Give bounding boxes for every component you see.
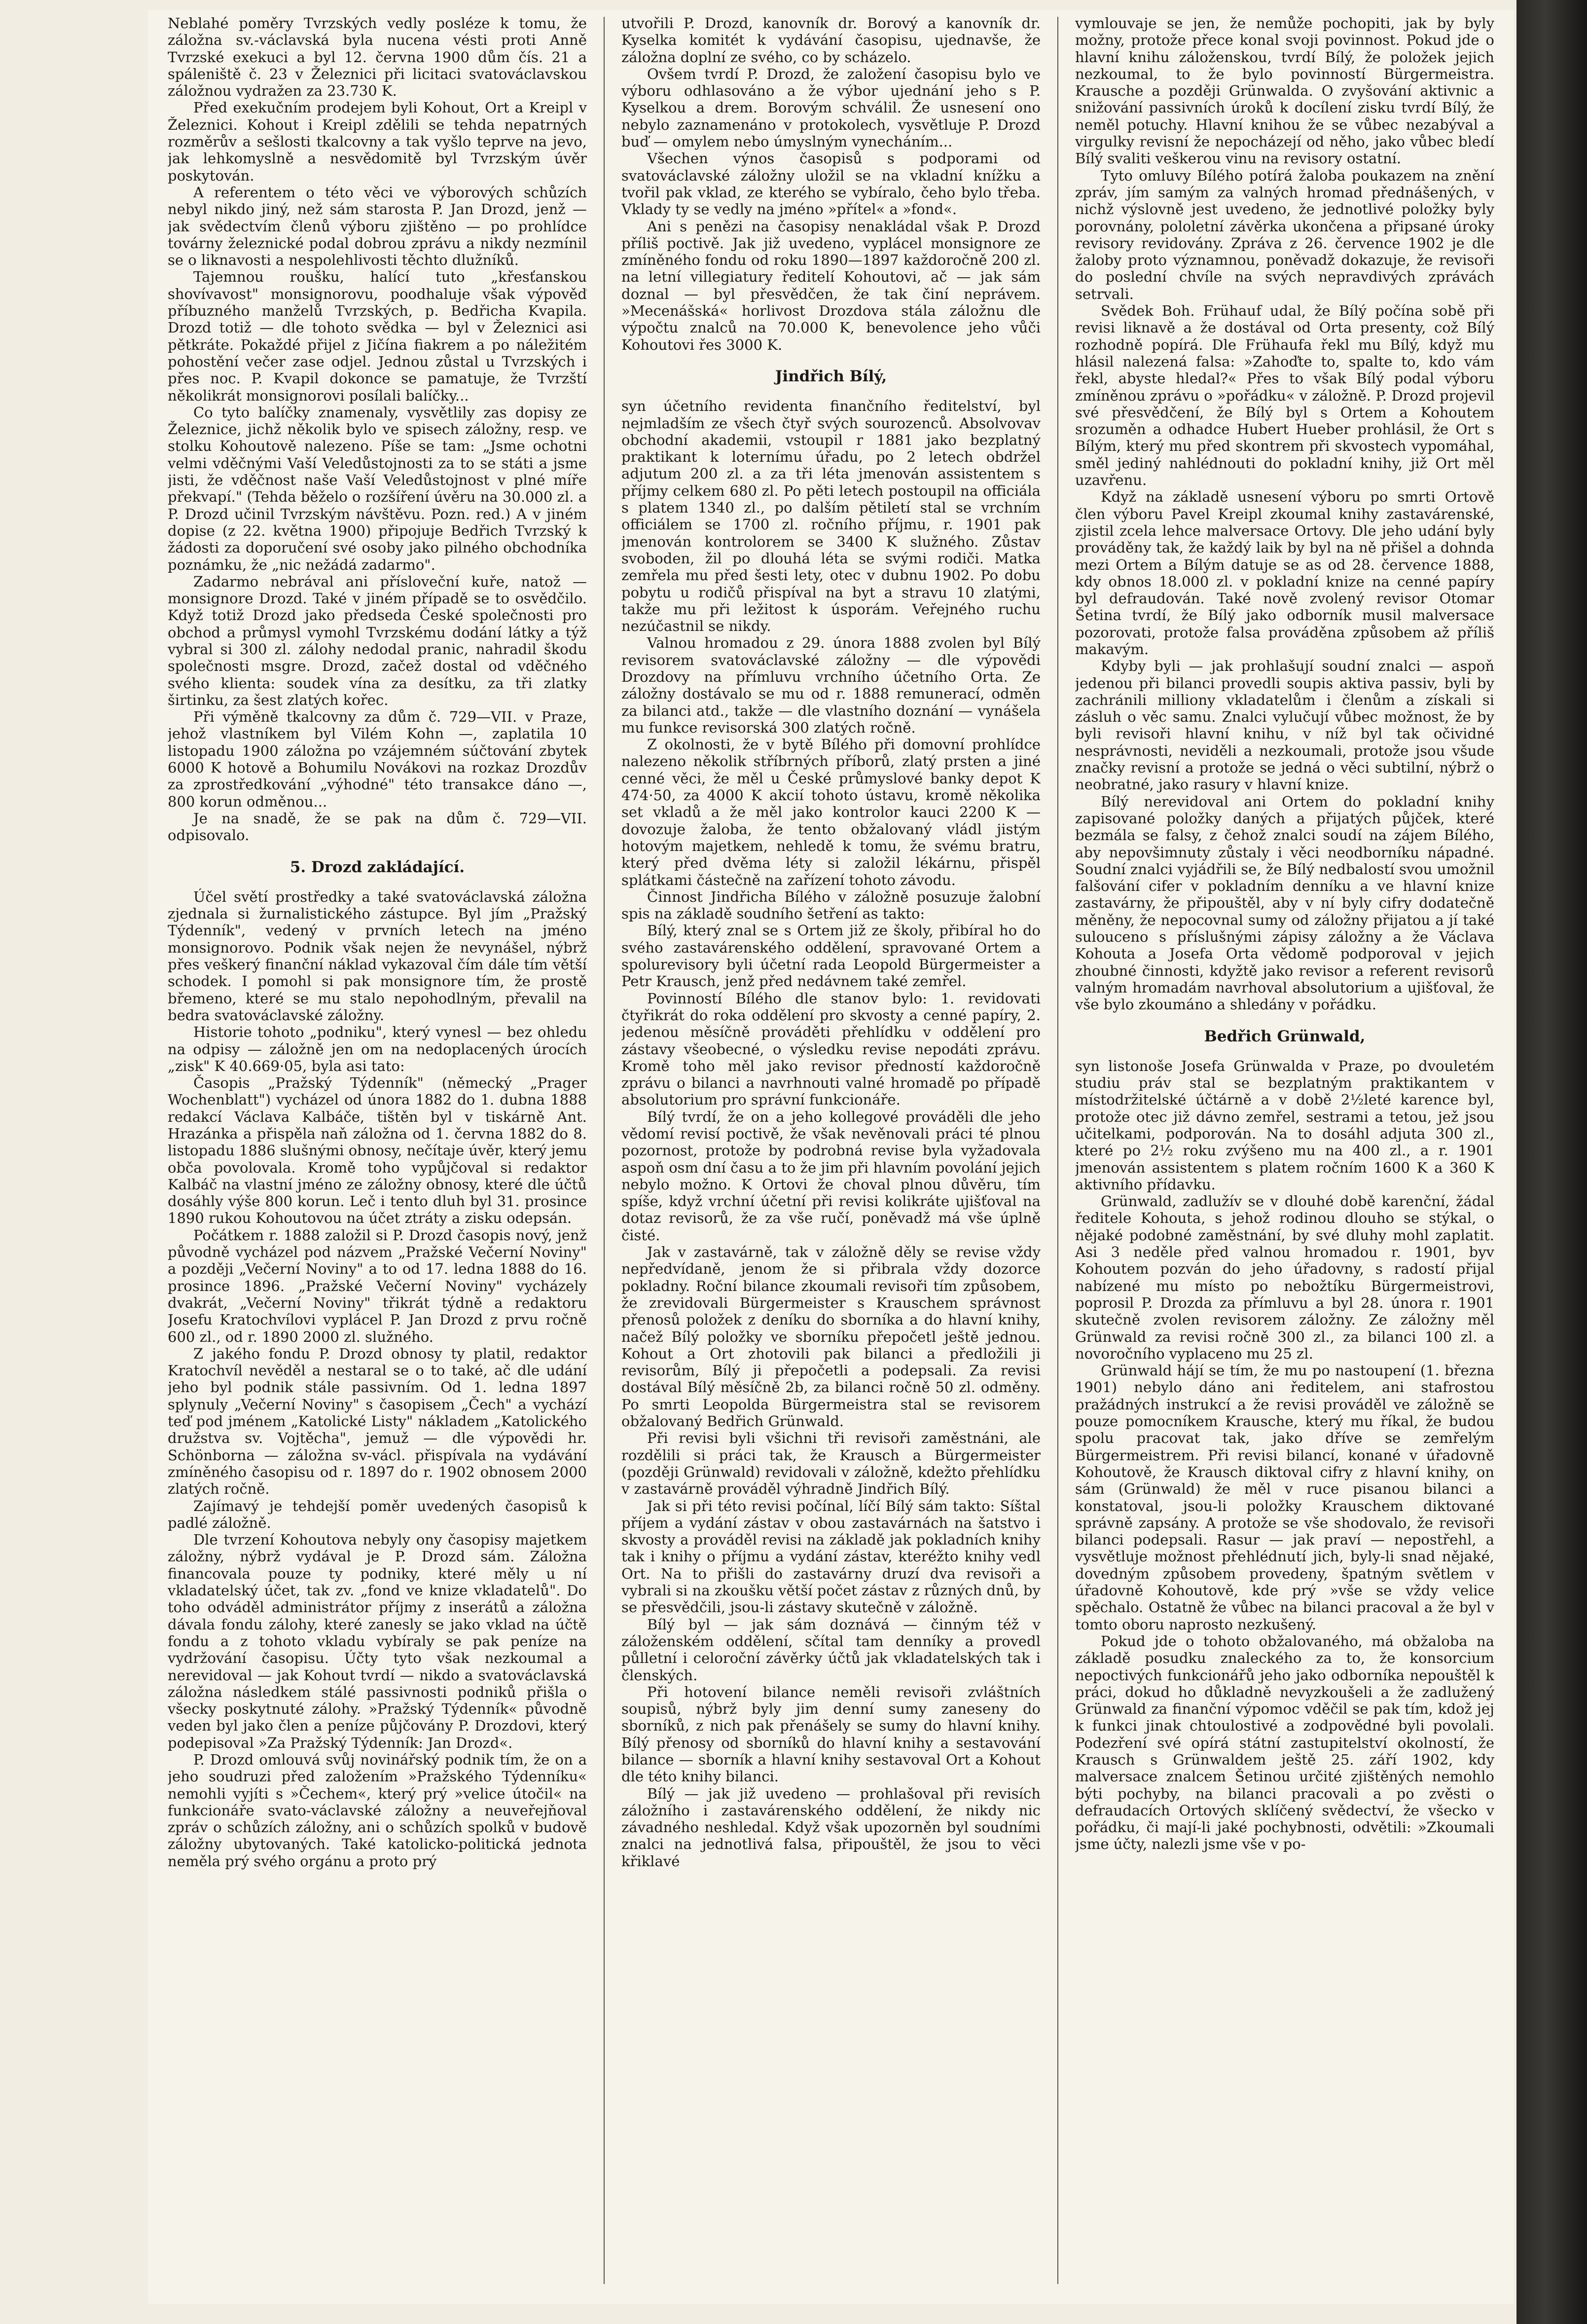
paragraph: A referentem o této věci ve výborových schůzích nebyl nikdo jiný, než sám starosta P. Jan Drozd, jenž — jak svědectvím členů výboru zjištěno — po prohlídce továrny železnické podal dobrou zprávu a nikdy nezmínil se o liknavosti a nespolehlivosti těchto dlužníků. [168,184,587,269]
paragraph: Jak v zastavárně, tak v záložně děly se revise vždy nepředvídaně, jenom že si přibrala vždy dozorce pokladny. Roční bilance zkoumali revisoři tím způsobem, že zrevidovali Bürgermeister s Krauschem správnost přenosů položek z deníku do sborníka a do hlavní knihy, načež Bílý položky ve sborníku přepočetl ještě jednou. Kohout a Ort zhotovili pak bilanci a předložili ji revisorům, Bílý ji přepočetli a podepsali. Za revisi dostával Bílý měsíčně 2b, za bilanci ročně 50 zl. odměny. Po smrti Leopolda Bürgermeistra stal se revisorem obžalovaný Bedřich Grünwald. [621,1244,1041,1430]
paragraph: Kdyby byli — jak prohlašují soudní znalci — aspoň jedenou při bilanci provedli soupis aktiva passiv, byli by zachránili milliony vkladatelům i členům a získali si zásluh o věc samu. Znalci vylučují vůbec možnost, že by byli revisoři hlavní knihu, v níž byl tak očividné nesprávnosti, neviděli a nezkoumali, protože jsou všude značky revisní a protože se jedná o věci subtilní, nýbrž o neobratné, jako rasury v hlavní knize. [1075,658,1494,793]
column-right [1075,15,1494,2284]
column-rule [1057,17,1058,2284]
paragraph: Při revisi byli všichni tři revisoři zaměstnáni, ale rozdělili si práci tak, že Krausch a Bürgermeister (později Grünwald) revidovali v záložně, kdežto přehlídku v zastavárně prováděl výhradně Jindřich Bílý. [621,1430,1041,1498]
paragraph: Při výměně tkalcovny za dům č. 729—VII. v Praze, jehož vlastníkem byl Vilém Kohn —, zaplatila 10 listopadu 1900 záložna po vzájemném súčtování zbytek 6000 K hotově a Bohumilu Novákovi na rozkaz Drozdův za zprostředkování „výhodné" této transakce dáno —, 800 korun odměnou... [168,708,587,810]
paragraph: Bílý tvrdí, že on a jeho kollegové prováděli dle jeho vědomí revisí poctivě, že však nevěnovali práci té plnou pozornost, protože by podrobná revise byla vyžadovala aspoň osm dní času a to že jim při hlavním povolání jejich nebylo možno. K Ortovi že choval plnou důvěru, tím spíše, když vrchní účetní při revisi kolikráte ujišťoval na dotaz revisorů, že za vše ručí, poněvadž má vše úplně čisté. [621,1108,1041,1244]
paragraph: Povinností Bílého dle stanov bylo: 1. revidovati čtyřikrát do roka oddělení pro skvosty a cenné papíry, 2. jedenou měsíčně prováděti přehlídku v oddělení pro zástavy všeobecné, o výsledku revise nepodáti zprávu. Kromě toho měl jako revisor předností každoročně zprávu o bilanci a navrhnouti valné hromadě po případě absolutorium pro správní funkcionáře. [621,990,1041,1108]
text-columns [168,15,1494,2284]
section-heading: Jindřich Bílý, [775,367,887,385]
paragraph: Činnost Jindřicha Bílého v záložně posuzuje žalobní spis na základě soudního šetření as takto: [621,888,1041,922]
paragraph: Časopis „Pražský Týdenník" (německý „Prager Wochenblatt") vycházel od února 1882 do 1. dubna 1888 redakcí Václava Kalbáče, tištěn byl v tiskárně Ant. Hrazánka a přispěla naň záložna od 1. června 1882 do 8. listopadu 1886 slušnými obnosy, nečítaje úvěr, který jemu obča povolovala. Kromě toho vypůjčoval si redaktor Kalbáč na vlastní jméno ze záložny obnosy, které dle účtů dosáhly výše 800 korun. Leč i tento dluh byl 31. prosince 1890 rukou Kohoutovou na účet ztráty a zisku odepsán. [168,1074,587,1227]
paragraph: Grünwald hájí se tím, že mu po nastoupení (1. března 1901) nebylo dáno ani ředitelem, ani stafrostou pražádných instrukcí a že revisi prováděl ve záložně se pouze pomocníkem Krausche, který mu říkal, že budou spolu pracovat tak, jako dříve se zemřelým Bürgermeistrem. Při revisi bilancí, konané v úřadovně Kohoutově, že Krausch diktoval cifry z hlavní knihy, on sám (Grünwald) že měl v ruce pisanou bilanci a konstatoval, jsou-li položky Krauschem diktované správně zapsány. A protože se vše shodovalo, že revisoři bilanci podepsali. Rasur — jak praví — nepostřehl, a vysvětluje možnost přehlédnutí jich, byly-li snad nějaké, dovedným způsobem provedeny, špatným světlem v úřadovně Kohoutově, kde prý »vše se vždy velice spěchalo. Ostatně že vůbec na bilanci pracoval a že byl v tomto oboru naprosto nezkušený. [1075,1362,1494,1633]
paragraph: utvořili P. Drozd, kanovník dr. Borový a kanovník dr. Kyselka komitét k vydávání časopisu, ujednavše, že záložna doplní ze svého, co by scházelo. [621,15,1041,66]
paragraph: Dle tvrzení Kohoutova nebyly ony časopisy majetkem záložny, nýbrž vydával je P. Drozd sám. Záložna financovala pouze ty podniky, které měly u ní vkladatelský účet, tak zv. „fond ve knize vkladatelů". Do toho odváděl administrátor příjmy z inserátů a záložna dávala fondu zálohy, které zanesly se jako vklad na účtě fondu a z tohoto vkladu vybíraly se pak peníze na vydržování časopisu. Účty tyto však nezkoumal a nerevidoval — jak Kohout tvrdí — nikdo a svatováclavská záložna následkem stálé passivnosti podniků přišla o všecky poskytnuté zálohy. »Pražský Týdenník« původně veden byl jako člen a peníze půjčovány P. Drozdovi, který podepisoval »Za Pražský Týdenník: Jan Drozd«. [168,1531,587,1751]
section-heading: 5. Drozd zakládající. [289,858,465,876]
paragraph: Ani s penězi na časopisy nenakládal však P. Drozd příliš poctivě. Jak již uvedeno, vyplácel monsignore ze zmíněného fondu od roku 1890—1897 každoročně 200 zl. na letní villegiatury ředitelí Kohoutovi, ač — jak sám doznal — byl přesvědčen, že tak činí neprávem. »Mecenášská« horlivost Drozdova stála záložnu dle výpočtu znalců na 70.000 K, benevolence jeho vůči Kohoutovi řes 3000 K. [621,218,1041,353]
paragraph: Počátkem r. 1888 založil si P. Drozd časopis nový, jenž původně vycházel pod názvem „Pražské Večerní Noviny" a později „Večerní Noviny" a to od 17. ledna 1888 do 16. prosince 1896. „Pražské Večerní Noviny" vycházely dvakrát, „Večerní Noviny" třikrát týdně a redaktoru Josefu Kratochvílovi vyplácel P. Jan Drozd z prvu ročně 600 zl., od r. 1890 2000 zl. služného. [168,1226,587,1345]
paragraph: Z okolnosti, že v bytě Bílého při domovní prohlídce nalezeno několik stříbrných příborů, zlatý prsten a jiné cenné věci, že měl u České průmyslové banky depot K 474·50, za 4000 K akcií tohoto ústavu, kromě několika set vkladů a že měl jako kontrolor kauci 2200 K — dovozuje žaloba, že tento obžalovaný vládl jistým hotovým majetkem, nehledě k tomu, že svému bratru, který před dvěma léty si založil lékárnu, přispěl splátkami částečně na zařízení tohoto závodu. [621,736,1041,888]
newspaper-page [148,10,1514,2304]
paragraph: Co tyto balíčky znamenaly, vysvětlily zas dopisy ze Železnice, jichž několik bylo ve spisech záložny, resp. ve stolku Kohoutově nalezeno. Píše se tam: „Jsme ochotni velmi vděčnými Vaší Veledůstojnosti za to se státi a jsme jisti, že vděčnost naše Vaší Veledůstojnost v plné míře překvapí." (Tehda běželo o rozšíření úvěru na 30.000 zl. a P. Drozd učinil Tvrzským návštěvu. Pozn. red.) A v jiném dopise (z 22. května 1900) připojuje Bedřich Tvrzský k žádosti za doporučení své osoby jako pilného obchodníka poznámku, že „nic nežádá zadarmo". [168,404,587,573]
column-left [168,15,587,2284]
paragraph: Bílý, který znal se s Ortem již ze školy, přibíral ho do svého zastavárenského oddělení, spravované Ortem a spolurevisory byli účetní rada Leopold Bürgermeister a Petr Krausch, jenž před nedávnem také zemřel. [621,922,1041,990]
paragraph: Při hotovení bilance neměli revisoři zvláštních soupisů, nýbrž byly jim denní sumy zaneseny do sborníků, z nich pak přenášely se sumy do hlavní knihy. Bílý přenosy od sborníků do hlavní knihy a sestavování bilance — sborník a hlavní knihy sestavoval Ort a Kohout dle této knihy bilanci. [621,1683,1041,1785]
paragraph: Všechen výnos časopisů s podporami od svatováclavské záložny uložil se na vkladní knížku a tvořil pak vklad, ze kterého se vybíralo, čeho bylo třeba. Vklady ty se vedly na jméno »přítel« a »fond«. [621,150,1041,218]
paragraph: Neblahé poměry Tvrzských vedly posléze k tomu, že záložna sv.-václavská byla nucena vésti proti Anně Tvrzské exekuci a byl 12. června 1900 dům čís. 21 a spáleniště č. 23 v Železnici při licitaci svatováclavskou záložnou vydražen za 23.730 K. [168,15,587,100]
paragraph: P. Drozd omlouvá svůj novinářský podnik tím, že on a jeho soudruzi před založením »Pražského Týdenníku« nemohli vyjíti s »Čechem«, který prý »velice útočil« na funkcionáře svato-václavské záložny a neuveřejňoval zpráv o schůzích záložny, ani o schůzích spolků v budově záložny ubytovaných. Také katolicko-politická jednota neměla prý svého orgánu a proto prý [168,1751,587,1870]
paragraph: Svědek Boh. Frühauf udal, že Bílý počína sobě při revisi liknavě a že dostával od Orta presenty, což Bílý rozhodně popírá. Dle Frühaufa řekl mu Bílý, když mu hlásil nalezená falsa: »Zahoďte to, spalte to, kdo vám řekl, abyste hledal?« Přes to však Bílý podal výboru zmíněnou zprávu o »pořádku« v záložně. P. Drozd projevil své přesvědčení, že Bílý byl s Ortem a Kohoutem srozuměn a odhadce Hubert Hueber prohlásil, že Ort s Bílým, který mu před skontrem při skvostech vypomáhal, směl jediný nahlédnouti do pokladní knihy, již Ort měl uzavřenu. [1075,302,1494,489]
paragraph: Historie tohoto „podniku", který vynesl — bez ohledu na odpisy — záložně jen om na nedoplacených úrocích „zisk" K 40.669·05, byla asi tato: [168,1024,587,1074]
paragraph: Je na snadě, že se pak na dům č. 729—VII. odpisovalo. [168,810,587,844]
section-heading: Bedřich Grünwald, [1204,1027,1366,1045]
paragraph: Grünwald, zadlužív se v dlouhé době karenční, žádal ředitele Kohouta, s jehož rodinou dlouho se stýkal, o nějaké podobné zaměstnání, by své dluhy mohl zaplatit. Asi 3 neděle před valnou hromadou r. 1901, byv Kohoutem pozván do jeho úřadovny, s radostí přijal nabízené mu místo po nebožtíku Bürgermeistrovi, poprosil P. Drozda za přímluvu a byl 28. února r. 1901 skutečně zvolen revisorem záložny. Ze záložny měl Grünwald za revisi ročně 300 zl., za bilanci 100 zl. a novoročního vyplaceno mu 25 zl. [1075,1193,1494,1362]
paragraph: Bílý nerevidoval ani Ortem do pokladní knihy zapisované položky daných a přijatých půjček, které bezmála se falsy, z čehož znalci soudí na zájem Bílého, aby nepovšimnuty zůstaly i věci neodborníku nápadné. Soudní znalci vyjádřili se, že Bílý nedbalostí svou umožnil falšování cifer v pokladním denníku a ve hlavní knize zastavárny, že připouštěl, aby v ní byly cifry dodatečně měněny, že nepocovnal sumy od záložny přijatou a jí také sulouceno s příslušnými zápisy záložny a že Václava Kohouta a Josefa Orta vědomě podporoval v jejich zhoubné činnosti, kdyžtě jako revisor a referent revisorů valným hromadám navrhoval absolutorium a ujišťoval, že vše bylo zkoumáno a shledány v pořádku. [1075,793,1494,1013]
paragraph: Tyto omluvy Bílého potírá žaloba poukazem na znění zpráv, jím samým za valných hromad přednášených, v nichž výslovně jest uvedeno, že jednotlivé položky byly porovnány, pololetní závěrka ukončena a připsané úroky revisory revidovány. Zpráva z 26. července 1902 je dle žaloby proto významnou, poněvadž dokazuje, že revisoři do poslední chvíle na svých nepravdivých zprávách setrvali. [1075,167,1494,302]
column-rule [604,17,605,2284]
paragraph: Před exekučním prodejem byli Kohout, Ort a Kreipl v Železnici. Kohout i Kreipl zdělili se tehda nepatrných rozměrův a sešlosti tkalcovny a tak vyšlo teprve na jevo, jak lehkomyslně a nesvědomitě byl Tvrzským úvěr poskytován. [168,99,587,184]
column-middle [621,15,1041,2284]
paragraph: Bílý — jak již uvedeno — prohlašoval při revisích záložního i zastavárenského oddělení, že nikdy nic závadného neshledal. Když však upozorněn byl soudními znalci na jednotlivá falsa, připouštěl, že jsou to věci křiklavé [621,1785,1041,1870]
paragraph: Účel světí prostředky a také svatováclavská záložna zjednala si žurnalistického zástupce. Byl jím „Pražský Týdenník", vedený v prvních letech na jméno monsignorovo. Podnik však nejen že nevynášel, nýbrž přes veškerý finanční náklad vykazoval čím dále tím větší schodek. I pomohl si pak monsignore tím, že prostě břemeno, které se mu stalo nepohodlným, převalil na bedra svatováclavské záložny. [168,888,587,1024]
paragraph: Zadarmo nebrával ani přísloveční kuře, natož — monsignore Drozd. Také v jiném případě se to osvědčilo. Když totiž Drozd jako předseda České společnosti pro obchod a průmysl vymohl Tvrzskému dodání látky a týž vybral si 300 zl. zálohy nedodal pranic, nahradil škodu společnosti msgre. Drozd, začež dostal od vděčného svého klienta: soudek vína za desítku, za tři zlatky širtinku, za šest zlatých kořec. [168,573,587,708]
paragraph: syn účetního revidenta finančního ředitelství, byl nejmladším ze všech čtyř svých sourozenců. Absolvovav obchodní akademii, vstoupil r 1881 jako bezplatný praktikant k loternímu úřadu, po 2 letech obdržel adjutum 200 zl. a za tři léta jmenován assistentem s příjmy celkem 680 zl. Po pěti letech postoupil na officiála s platem 1340 zl., po dalším pětiletí stal se vrchním officiálem se 1700 zl. ročního příjmu, r. 1901 pak jmenován kontrolorem se 3400 K služného. Zůstav svoboden, žil po dlouhá léta se svými rodiči. Matka zemřela mu před šesti lety, otec v dubnu 1902. Po dobu pobytu u rodičů přispíval na byt a stravu 10 zlatými, takže mu při ležitost k úsporám. Veřejného ruchu nezúčastnil se nikdy. [621,398,1041,635]
page-edge-shadow [1516,0,1587,2324]
paragraph: Z jakého fondu P. Drozd obnosy ty platil, redaktor Kratochvíl nevěděl a nestaral se o to také, ač dle udání jeho byl podnik stále passivním. Od 1. ledna 1897 splynuly „Večerní Noviny" s časopisem „Čech" a vychází teď pod jménem „Katolické Listy" nákladem „Katolického družstva sv. Vojtěcha", jemuž — dle výpovědi hr. Schönborna — záložna sv-václ. přispívala na vydávání zmíněného časopisu od r. 1897 do r. 1902 obnosem 2000 zlatých ročně. [168,1345,587,1498]
paragraph: Tajemnou roušku, halící tuto „křesťanskou shovívavost" monsignorovu, poodhaluje však výpověď příbuzného manželů Tvrzských, p. Bedřicha Kvapila. Drozd totiž — dle tohoto svědka — byl v Železnici asi pětkráte. Pokaždé přijel z Jičína fiakrem a po náležitém pohostění večer zase odjel. Jednou zůstal u Tvrzských i přes noc. P. Kvapil dokonce se pamatuje, že Tvrzští několikrát monsignorovi posílali balíčky... [168,268,587,404]
paragraph: Zajímavý je tehdejší poměr uvedených časopisů k padlé záložně. [168,1497,587,1531]
paragraph: Pokud jde o tohoto obžalovaného, má obžaloba na základě posudku znaleckého za to, že konsorcium nepoctivých funkcionářů jeho jako odborníka nepouštěl k práci, dokud ho důkladně nevyzkoušeli a že zadlužený Grünwald za finanční výpomoc vděčil se pak tím, kdož jej k funkci jinak chtoulostivé a zodpovědné byli povolali. Podezření své opírá státní zastupitelství okolností, že Krausch s Grünwaldem ještě 25. září 1902, kdy malversace znalcem Šetinou určité zjištěných nemohlo býti pochyby, na bilanci pracovali a po zvěsti o defraudacích Ortových sklíčený svědectví, že všecko v pořádku, či mají-li jaké pochybnosti, odvětili: »Zkoumali jsme účty, nalezli jsme vše v po- [1075,1632,1494,1853]
paragraph: Když na základě usnesení výboru po smrti Ortově člen výboru Pavel Kreipl zkoumal knihy zastavárenské, zjistil zcela lehce malversace Ortovy. Dle jeho udání byly prováděny tak, že každý laik by byl na ně přišel a dohnda mezi Ortem a Bílým datuje se as od 28. července 1888, kdy obnos 18.000 zl. v pokladní knize na cenné papíry byl defraudován. Také nově zvolený revisor Otomar Šetina tvrdí, že Bílý jako odborník musil malversace pozorovati, protože falsa prováděna způsobem až příliš makavým. [1075,488,1494,658]
paragraph: Jak si při této revisi počínal, líčí Bílý sám takto: Síštal příjem a vydání zástav v obou zastavárnách na šatstvo i skvosty a prováděl revisi na základě jak pokladních knihy tak i knihy o příjmu a vydání zástav, kteréžto knihy vedl Ort. Na to přišli do zastavárny druzí dva revisoři a vybrali si na zkoušku větší počet zástav z různých dnů, by se přesvědčili, jsou-li zástavy skutečně v záložně. [621,1497,1041,1616]
paragraph: vymlouvaje se jen, že nemůže pochopiti, jak by byly možny, protože přece konal svoji povinnost. Pokud jde o hlavní knihu záloženskou, tvrdí Bílý, že položek jejich nezkoumal, to že bylo povinností Bürgermeistra. Krausche a později Grünwalda. O zvyšování aktivnic a snižování passivních úroků k docílení zisku tvrdí Bílý, že neměl potuchy. Hlavní knihou že se vůbec nezabýval a virgulky revisní že nepocházejí od něho, jako vůbec bledí Bílý svaliti veškerou vinu na revisory ostatní. [1075,15,1494,167]
paragraph: Valnou hromadou z 29. února 1888 zvolen byl Bílý revisorem svatováclavské záložny — dle výpovědi Drozdovy na přímluvu vrchního účetního Orta. Ze záložny dostávalo se mu od r. 1888 remunerací, odměn za bilanci atd., takže — dle vlastního doznání — vynášela mu funkce revisorská 300 zlatých ročně. [621,634,1041,736]
paragraph: Bílý byl — jak sám doznává — činným též v záloženském oddělení, sčítal tam denníky a provedl půlletní i celoroční závěrky účtů jak vkladatelských tak i členských. [621,1616,1041,1684]
paragraph: syn listonoše Josefa Grünwalda v Praze, po dvouletém studiu práv stal se bezplatným praktikantem v místodržitelské účtárně a v době 2½leté karence byl, protože otec již dávno zemřel, sestrami a tetou, jež jsou učitelkami, podporován. Na to dosáhl adjuta 300 zl., které po 2½ roku zvýšeno mu na 400 zl., a r. 1901 jmenován assistentem s platem ročním 1600 K a 360 K aktivního přídavku. [1075,1057,1494,1193]
paragraph: Ovšem tvrdí P. Drozd, že založení časopisu bylo ve výboru odhlasováno a že výbor ujednání jeho s P. Kyselkou a drem. Borovým schválil. Že usnesení ono nebylo zaznamenáno v protokolech, vysvětluje P. Drozd buď — omylem nebo úmyslným vynecháním... [621,65,1041,150]
